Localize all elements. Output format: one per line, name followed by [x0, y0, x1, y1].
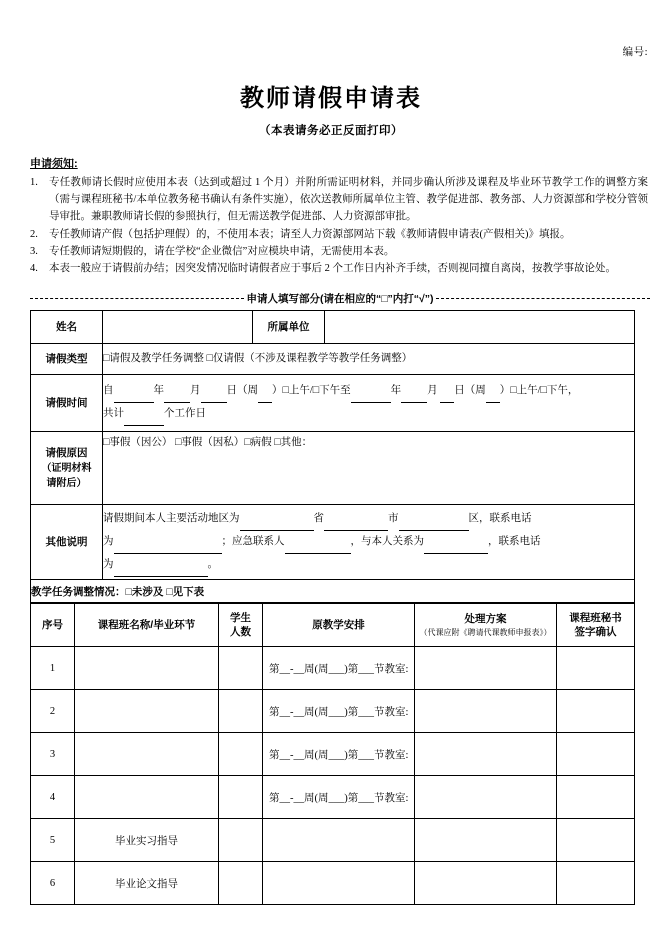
- row-plan[interactable]: [415, 647, 557, 690]
- reason-label-main: 请假原因: [45, 446, 88, 459]
- leave-time-day-2: 日（周: [454, 385, 486, 397]
- table-row: [31, 647, 635, 690]
- row-plan[interactable]: [415, 819, 557, 862]
- notice-item: [30, 226, 648, 243]
- row-students[interactable]: [219, 776, 263, 819]
- row-students[interactable]: [219, 819, 263, 862]
- notice-item-text: 专任教师请短期假的，请在学校“企业微信”对应模块申请，无需使用本表。: [49, 245, 395, 257]
- document-number-label: 编号:: [622, 47, 648, 58]
- column-header-plan-note: （代课应附《聘请代课教师申报表》）: [419, 628, 552, 638]
- column-header-students-l1: 学生: [230, 612, 251, 625]
- notice-item-number: 4.: [30, 263, 38, 275]
- column-header-plan: [415, 604, 557, 647]
- table-row: [31, 819, 635, 862]
- divider-dash-left: [30, 298, 244, 299]
- notice-item-number: 1.: [30, 177, 38, 188]
- notice-list: [30, 174, 648, 277]
- reason-label-sub-2: 请附后）: [46, 477, 87, 489]
- row-schedule[interactable]: [263, 862, 415, 905]
- unit-input[interactable]: [325, 311, 635, 344]
- row-signature[interactable]: [557, 733, 635, 776]
- leave-time-day-1: 日（周: [226, 385, 258, 397]
- column-header-secretary-l2: 签字确认: [574, 626, 617, 639]
- leave-time-year-1: 年: [153, 385, 164, 397]
- emergency-phone-prefix: 为: [103, 558, 114, 570]
- row-schedule[interactable]: [263, 819, 415, 862]
- row-schedule[interactable]: 第__-__周(周___)第___节教室:: [263, 690, 415, 733]
- district-phone-label: 区，联系电话: [468, 512, 532, 524]
- row-signature[interactable]: [557, 647, 635, 690]
- page-subtitle: （本表请务必正反面打印）: [259, 125, 403, 137]
- table-row-reason: [31, 432, 635, 505]
- row-plan[interactable]: [415, 862, 557, 905]
- adjust-section-label: 教学任务调整情况：: [31, 585, 126, 598]
- row-students[interactable]: [219, 690, 263, 733]
- row-signature[interactable]: [557, 819, 635, 862]
- row-index: 5: [31, 819, 75, 862]
- row-plan[interactable]: [415, 690, 557, 733]
- notice-item: [30, 243, 648, 260]
- teaching-adjustment-table: [30, 603, 635, 905]
- row-students[interactable]: [219, 647, 263, 690]
- column-header-schedule: 原教学安排: [263, 604, 415, 647]
- adjust-section-options[interactable]: □未涉及 □见下表: [125, 585, 205, 598]
- table-row-adjust-section: [31, 580, 635, 603]
- reason-options[interactable]: □事假（因公） □事假（因私）□病假 □其他：: [103, 432, 635, 505]
- row-course[interactable]: [75, 776, 219, 819]
- table-row-leave-time: [31, 375, 635, 432]
- notice-item-text: 本表一般应于请假前办结；因突发情况临时请假者应于事后 2 个工作日内补齐手续，否则视同擅自离岗，按教学事故论处。: [49, 263, 616, 275]
- activity-area-label: 请假期间本人主要活动地区为: [103, 512, 240, 524]
- emergency-phone-label: ，联系电话: [488, 535, 541, 547]
- row-schedule[interactable]: 第__-__周(周___)第___节教室:: [263, 776, 415, 819]
- row-course: 毕业论文指导: [75, 862, 219, 905]
- row-schedule[interactable]: 第__-__周(周___)第___节教室:: [263, 647, 415, 690]
- row-course[interactable]: [75, 690, 219, 733]
- leave-time-ampm-2: ）□上午/□下午，: [499, 385, 579, 397]
- page-title: 教师请假申请表: [240, 85, 422, 112]
- leave-time-ampm-1: ）□上午/□下午至: [272, 385, 351, 397]
- row-index: 1: [31, 647, 75, 690]
- table-row-leave-type: [31, 344, 635, 375]
- table-row: [31, 690, 635, 733]
- column-header-secretary-l1: 课程班秘书: [569, 612, 622, 625]
- row-index: 4: [31, 776, 75, 819]
- row-plan[interactable]: [415, 733, 557, 776]
- leave-type-options[interactable]: □请假及教学任务调整 □仅请假（不涉及课程教学等教学任务调整）: [103, 344, 635, 375]
- other-notes-period: 。: [207, 558, 218, 570]
- other-notes-fields[interactable]: [103, 505, 635, 580]
- notice-item-number: 3.: [30, 245, 38, 257]
- row-students[interactable]: [219, 733, 263, 776]
- notice-item-text: 专任教师请长假时应使用本表（达到或超过 1 个月）并附所需证明材料，并同步确认所涉及课程及毕业环节教学工作的调整方案（需与课程班秘书/本单位教务秘书确认有条件实施），依次送教师所属单位主管、教学促进部、教务部、人力资源部和学校分管领导审批。兼职教师请长假的参照执行，但无需送教学促进部、人力资源部审批。: [49, 177, 648, 223]
- row-signature[interactable]: [557, 690, 635, 733]
- notice-title: 申请须知:: [30, 158, 78, 170]
- column-header-index: 序号: [31, 604, 75, 647]
- unit-label: 所属单位: [253, 311, 325, 344]
- leave-time-month-2: 月: [427, 385, 438, 397]
- table-row-name: [31, 311, 635, 344]
- reason-label: [31, 432, 103, 505]
- row-signature[interactable]: [557, 862, 635, 905]
- row-signature[interactable]: [557, 776, 635, 819]
- row-course[interactable]: [75, 647, 219, 690]
- notice-block: [30, 155, 648, 277]
- divider-caption: 申请人填写部分(请在相应的“□”内打“√”): [246, 293, 434, 306]
- column-header-course: 课程班名称/毕业环节: [75, 604, 219, 647]
- applicant-form-table: [30, 310, 635, 603]
- leave-time-fields[interactable]: [103, 375, 635, 432]
- row-index: 6: [31, 862, 75, 905]
- notice-item: [30, 260, 648, 277]
- grid-header-row: [31, 604, 635, 647]
- row-course[interactable]: [75, 733, 219, 776]
- section-divider: [30, 291, 650, 306]
- emergency-contact-label: ；应急联系人: [221, 535, 285, 547]
- leave-time-month-1: 月: [190, 385, 201, 397]
- table-row: [31, 776, 635, 819]
- table-row-other-notes: [31, 505, 635, 580]
- leave-time-from: 自: [103, 385, 114, 397]
- row-schedule[interactable]: 第__-__周(周___)第___节教室:: [263, 733, 415, 776]
- row-index: 3: [31, 733, 75, 776]
- notice-item: [30, 174, 648, 226]
- column-header-students: [219, 604, 263, 647]
- leave-time-total-unit: 个工作日: [164, 408, 206, 420]
- leave-time-total-label: 共计: [103, 408, 124, 420]
- name-input[interactable]: [103, 311, 253, 344]
- city-label: 市: [388, 512, 399, 524]
- relation-label: ，与本人关系为: [350, 535, 424, 547]
- column-header-students-l2: 人数: [230, 626, 251, 639]
- phone-prefix: 为: [103, 535, 114, 547]
- row-students[interactable]: [219, 862, 263, 905]
- name-label: 姓名: [31, 311, 103, 344]
- column-header-secretary: [557, 604, 635, 647]
- other-notes-label: 其他说明: [31, 505, 103, 580]
- province-label: 省: [313, 512, 324, 524]
- leave-time-year-2: 年: [390, 385, 402, 397]
- notice-item-number: 2.: [30, 228, 38, 240]
- row-plan[interactable]: [415, 776, 557, 819]
- reason-label-sub-1: （证明材料: [41, 462, 92, 474]
- leave-time-label: 请假时间: [31, 375, 103, 432]
- leave-type-label: 请假类型: [31, 344, 103, 375]
- row-course: 毕业实习指导: [75, 819, 219, 862]
- notice-item-text: 专任教师请产假（包括护理假）的，不使用本表；请至人力资源部网站下载《教师请假申请表(产假相关)》填报。: [49, 228, 571, 240]
- table-row: [31, 733, 635, 776]
- row-index: 2: [31, 690, 75, 733]
- divider-dash-right: [436, 298, 650, 299]
- table-row: [31, 862, 635, 905]
- column-header-plan-main: 处理方案: [464, 613, 507, 626]
- adjust-section-header[interactable]: [31, 580, 635, 603]
